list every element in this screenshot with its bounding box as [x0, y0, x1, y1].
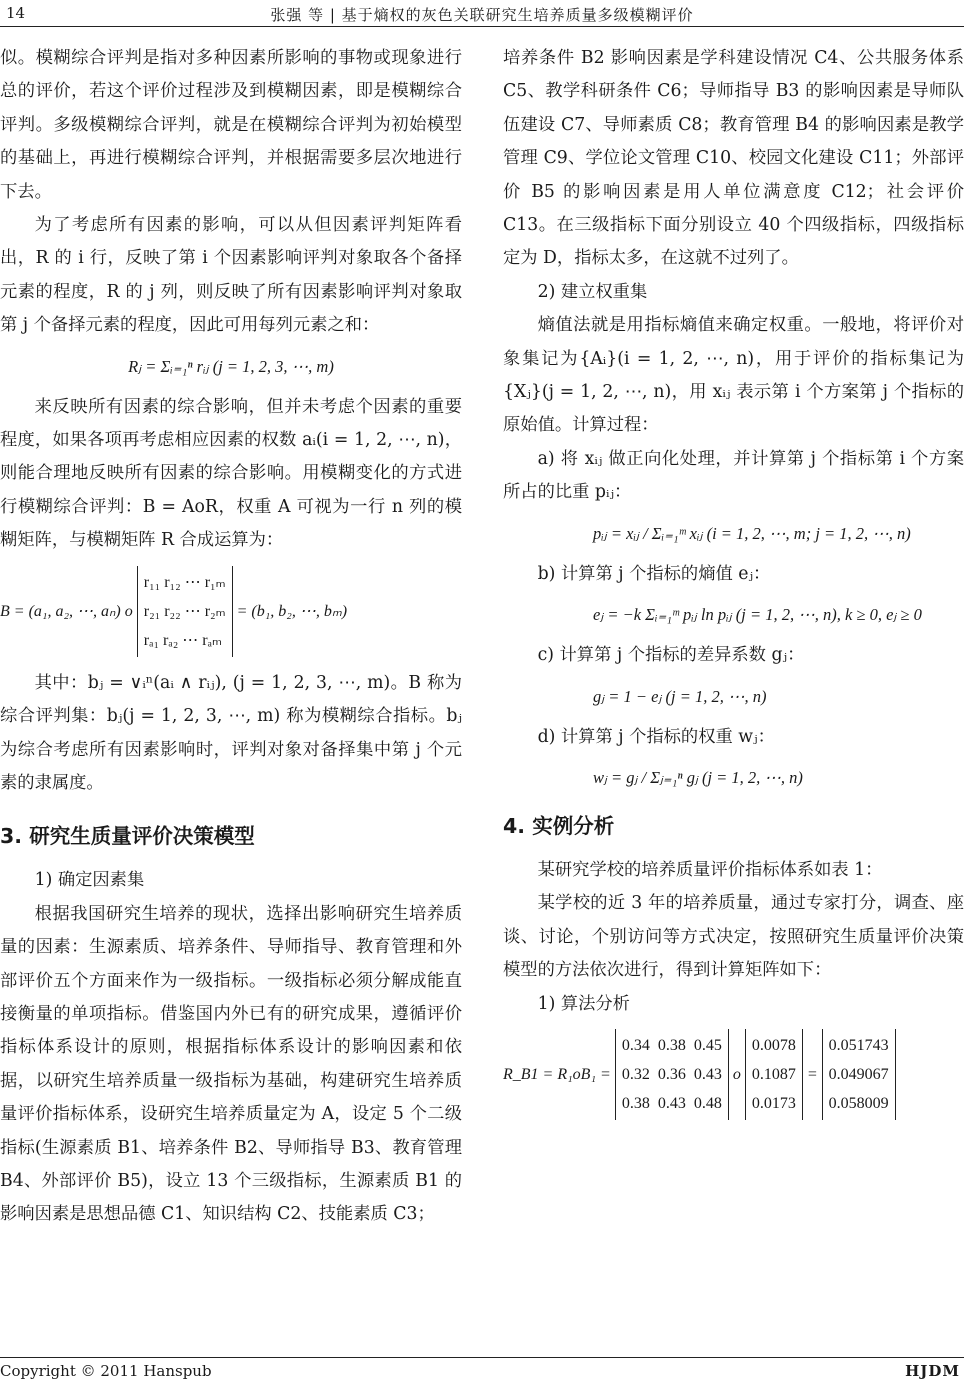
matrix-row: rₐ₁ rₐ₂ ⋯ rₐₘ	[143, 631, 222, 649]
paragraph: 为了考虑所有因素的影响，可以从但因素评判矩阵看出，R 的 i 行，反映了第 i 个因素影响评判对象取各个备择元素的程度，R 的 j 列，则反映了所有因素影响评判对象取第 j 个备择元素的程度，因此可用每列元素之和：	[0, 215, 462, 336]
matrix-row: 0.0173	[751, 1094, 796, 1112]
running-title: 张强 等 | 基于熵权的灰色关联研究生培养质量多级模糊评价	[270, 6, 694, 24]
step-c: c) 计算第 j 个指标的差异系数 gⱼ：	[537, 645, 805, 666]
list-item: 1) 算法分析	[537, 993, 630, 1014]
matrix-result	[822, 1029, 896, 1120]
matrix-row: 0.32 0.36 0.43	[621, 1065, 722, 1083]
equation-p: pᵢⱼ = xᵢⱼ / Σᵢ₌₁ᵐ xᵢⱼ (i = 1, 2, ⋯, m; j = 1, 2, ⋯, n)	[593, 523, 911, 543]
step-b: b) 计算第 j 个指标的熵值 eⱼ：	[537, 563, 771, 584]
section-3-title: 3. 研究生质量评价决策模型	[0, 824, 255, 849]
matrix-row: 0.051743	[828, 1036, 889, 1054]
matrix-row: r₁₁ r₁₂ ⋯ r₁ₘ	[143, 573, 226, 591]
journal-abbrev: HJDM	[905, 1362, 960, 1380]
footer-rule	[0, 1357, 964, 1358]
header-rule	[0, 26, 964, 27]
paragraph: 熵值法就是用指标熵值来确定权重。一般地，将评价对象集记为{Aᵢ}(i = 1, 2, ⋯, n)，用于评价的指标集记为{Xⱼ}(j = 1, 2, ⋯, n)，用 xᵢⱼ 表示第 i 个方案第 j 个指标的原始值。计算过程：	[503, 315, 964, 436]
paragraph: 根据我国研究生培养的现状，选择出影响研究生培养质量的因素：生源素质、培养条件、导师指导、教育管理和外部评价五个方面来作为一级指标。一级指标必须分解成能直接衡量的单项指标。借鉴国内外已有的研究成果，遵循评价指标体系设计的原则，根据指标体系设计的影响因素和依据，以研究生培养质量一级指标为基础，构建研究生培养质量评价指标体系，设研究生培养质量定为 A，设定 5 个二级指标(生源素质 B1、培养条件 B2、导师指导 B3、教育管理 B4、外部评价 B5)，设立 13 个三级指标，生源素质 B1 的影响因素是思想品德 C1、知识结构 C2、技能素质 C3；	[0, 903, 462, 1225]
matrix-r1	[615, 1029, 729, 1120]
matrix-row: 0.058009	[828, 1094, 889, 1112]
paragraph: 似。模糊综合评判是指对多种因素所影响的事物或现象进行总的评价，若这个评价过程涉及到模糊因素，即是模糊综合评判。多级模糊综合评判，就是在模糊综合评判为初始模型的基础上，再进行模糊综合评判，并根据需要多层次地进行下去。	[0, 48, 462, 202]
paragraph: 某研究学校的培养质量评价指标体系如表 1：	[537, 859, 883, 880]
matrix-row: 0.38 0.43 0.48	[621, 1094, 722, 1112]
matrix-row: 0.0078	[751, 1036, 796, 1054]
equation-w: wⱼ = gⱼ / Σⱼ₌₁ⁿ gⱼ (j = 1, 2, ⋯, n)	[593, 767, 803, 787]
copyright: Copyright © 2011 Hanspub	[0, 1362, 212, 1380]
equals-sign: =	[806, 1065, 818, 1083]
list-item: 1) 确定因素集	[34, 870, 145, 891]
matrix-row: r₂₁ r₂₂ ⋯ r₂ₘ	[143, 602, 226, 620]
left-column	[0, 42, 462, 1232]
step-d: d) 计算第 j 个指标的权重 wⱼ：	[537, 726, 775, 747]
equation-lhs: B = (a₁, a₂, ⋯, aₙ) o	[0, 602, 133, 620]
equation-e: eⱼ = −k Σᵢ₌₁ᵐ pᵢⱼ ln pᵢⱼ (j = 1, 2, ⋯, n), k ≥ 0, eⱼ ≥ 0	[593, 605, 922, 625]
composition-operator: o	[732, 1065, 741, 1083]
matrix-row: 0.34 0.38 0.45	[621, 1036, 722, 1054]
matrix-b1	[745, 1029, 803, 1120]
paragraph: 某学校的近 3 年的培养质量，通过专家打分，调查、座谈、讨论，个别访问等方式决定，按照研究生质量评价决策模型的方法依次进行，得到计算矩阵如下：	[503, 893, 964, 981]
matrix-r	[137, 566, 233, 657]
matrix-row: 0.049067	[828, 1065, 889, 1083]
equation-lhs: R_B1 = R₁oB₁ =	[503, 1065, 611, 1083]
paragraph: 其中：bⱼ = ∨ᵢⁿ(aᵢ ∧ rᵢⱼ), (j = 1, 2, 3, ⋯, m)。B 称为综合评判集：bⱼ(j = 1, 2, 3, ⋯, m) 称为模糊综合指标。bⱼ 为综合考虑所有因素影响时，评判对象对备择集中第 j 个元素的隶属度。	[0, 672, 462, 793]
equation-g: gⱼ = 1 − eⱼ (j = 1, 2, ⋯, n)	[593, 686, 767, 706]
equation-rj: Rⱼ = Σᵢ₌₁ⁿ rᵢⱼ (j = 1, 2, 3, ⋯, m)	[128, 356, 334, 376]
right-column	[503, 42, 964, 1130]
matrix-row: 0.1087	[751, 1065, 796, 1083]
step-a: a) 将 xᵢⱼ 做正向化处理，并计算第 j 个指标第 i 个方案所占的比重 pᵢⱼ：	[503, 448, 964, 503]
page-number: 14	[6, 4, 26, 22]
paragraph: 培养条件 B2 影响因素是学科建设情况 C4、公共服务体系 C5、教学科研条件 C6；导师指导 B3 的影响因素是导师队伍建设 C7、导师素质 C8；教育管理 B4 的影响因素是教学管理 C9、学位论文管理 C10、校园文化建设 C11；外部评价 B5 的影响因素是用人单位满意度 C12；社会评价 C13。在三级指标下面分别设立 40 个四级指标，四级指标定为 D，指标太多，在这就不过列了。	[503, 48, 964, 269]
section-4-title: 4. 实例分析	[503, 813, 615, 838]
list-item: 2) 建立权重集	[537, 281, 648, 302]
equation-rb1	[503, 1029, 964, 1120]
paragraph: 来反映所有因素的综合影响，但并未考虑个因素的重要程度，如果各项再考虑相应因素的权数 aᵢ(i = 1, 2, ⋯, n)，则能合理地反映所有因素的综合影响。用模糊变化的方式进行模糊综合评判：B = AoR，权重 A 可视为一行 n 列的模糊矩阵，与模糊矩阵 R 合成运算为：	[0, 396, 462, 551]
equation-rhs: = (b₁, b₂, ⋯, bₘ)	[236, 602, 348, 620]
equation-b-composition	[0, 566, 462, 657]
